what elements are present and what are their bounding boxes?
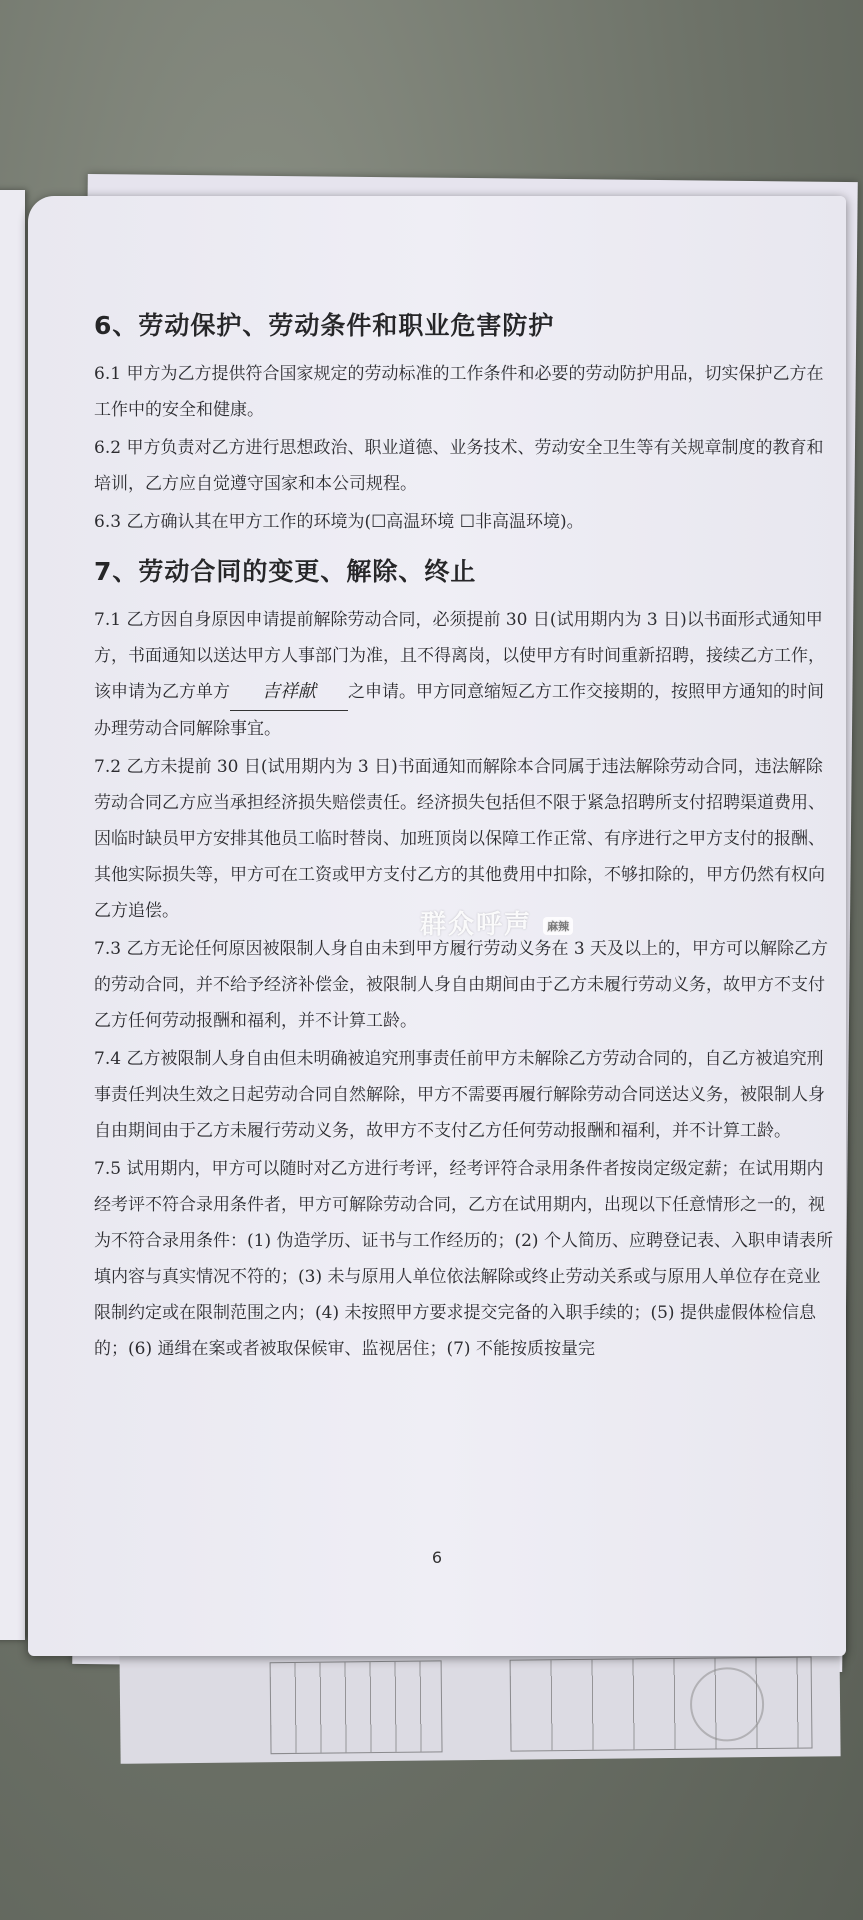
form-table-right: [510, 1657, 813, 1752]
watermark: [420, 904, 573, 941]
clause-6-1: 6.1 甲方为乙方提供符合国家规定的劳动标准的工作条件和必要的劳动防护用品，切实保护乙方在工作中的安全和健康。: [94, 364, 824, 420]
clause-7-1: [94, 602, 834, 747]
clause-7-3: 7.3 乙方无论任何原因被限制人身自由未到甲方履行劳动义务在 3 天及以上的，甲方可以解除乙方的劳动合同，并不给予经济补偿金，被限制人身自由期间由于乙方未履行劳动义务，故甲方不支付乙方任何劳动报酬和福利，并不计算工龄。: [94, 939, 829, 1031]
clause-7-1-text-b: 之申请。甲方同意缩短乙方工作交接期的，按照甲方通知的时间办理劳动合同解除事宜。: [94, 682, 824, 739]
clause-7-2: 7.2 乙方未提前 30 日(试用期内为 3 日)书面通知而解除本合同属于违法解除劳动合同，违法解除劳动合同乙方应当承担经济损失赔偿责任。经济损失包括但不限于紧急招聘所支付招聘渠道费用、因临时缺员甲方安排其他员工临时替岗、加班顶岗以保障工作正常、有序进行之甲方支付的报酬、其他实际损失等，甲方可在工资或甲方支付乙方的其他费用中扣除，不够扣除的，甲方仍然有权向乙方追偿。: [94, 757, 825, 921]
signature-field: 吉祥献: [230, 674, 348, 711]
clause-7-4: 7.4 乙方被限制人身自由但未明确被追究刑事责任前甲方未解除乙方劳动合同的，自乙方被追究刑事责任判决生效之日起劳动合同自然解除，甲方不需要再履行解除劳动合同送达义务，被限制人身自由期间由于乙方未履行劳动义务，故甲方不支付乙方任何劳动报酬和福利，并不计算工龄。: [94, 1049, 825, 1141]
clause-7-1-text-a: 7.1 乙方因自身原因申请提前解除劳动合同，必须提前 30 日(试用期内为 3 日)以书面形式通知甲方，书面通知以送达甲方人事部门为准，且不得离岗，以使甲方有时间重新招聘，接续乙方工作，该申请为乙方单方: [94, 610, 825, 702]
watermark-badge: 麻辣: [543, 917, 573, 935]
contract-page: [28, 196, 846, 1656]
watermark-text: 群众呼声: [420, 910, 533, 940]
clause-6-2: 6.2 甲方负责对乙方进行思想政治、职业道德、业务技术、劳动安全卫生等有关规章制度的教育和培训，乙方应自觉遵守国家和本公司规程。: [94, 438, 824, 494]
page-number: 6: [431, 1548, 443, 1567]
page-content: [94, 306, 834, 1369]
clause-7-5: 7.5 试用期内，甲方可以随时对乙方进行考评，经考评符合录用条件者按岗定级定薪；在试用期内经考评不符合录用条件者，甲方可解除劳动合同，乙方在试用期内，出现以下任意情形之一的，视为不符合录用条件：(1) 伪造学历、证书与工作经历的；(2) 个人简历、应聘登记表、入职申请表所填内容与真实情况不符的；(3) 未与原用人单位依法解除或终止劳动关系或与原用人单位存在竞业限制约定或在限制范围之内；(4) 未按照甲方要求提交完备的入职手续的；(5) 提供虚假体检信息的；(6) 通缉在案或者被取保候审、监视居住；(7) 不能按质按量完: [94, 1159, 833, 1359]
left-page-edge: [0, 190, 25, 1640]
form-table-left: [270, 1660, 443, 1754]
clause-6-3: 6.3 乙方确认其在甲方工作的环境为(☐高温环境 ☐非高温环境)。: [94, 512, 584, 532]
seal-stamp: [690, 1667, 765, 1742]
section-7-heading: 7、劳动合同的变更、解除、终止: [94, 557, 477, 586]
section-6-heading: 6、劳动保护、劳动条件和职业危害防护: [94, 311, 555, 340]
